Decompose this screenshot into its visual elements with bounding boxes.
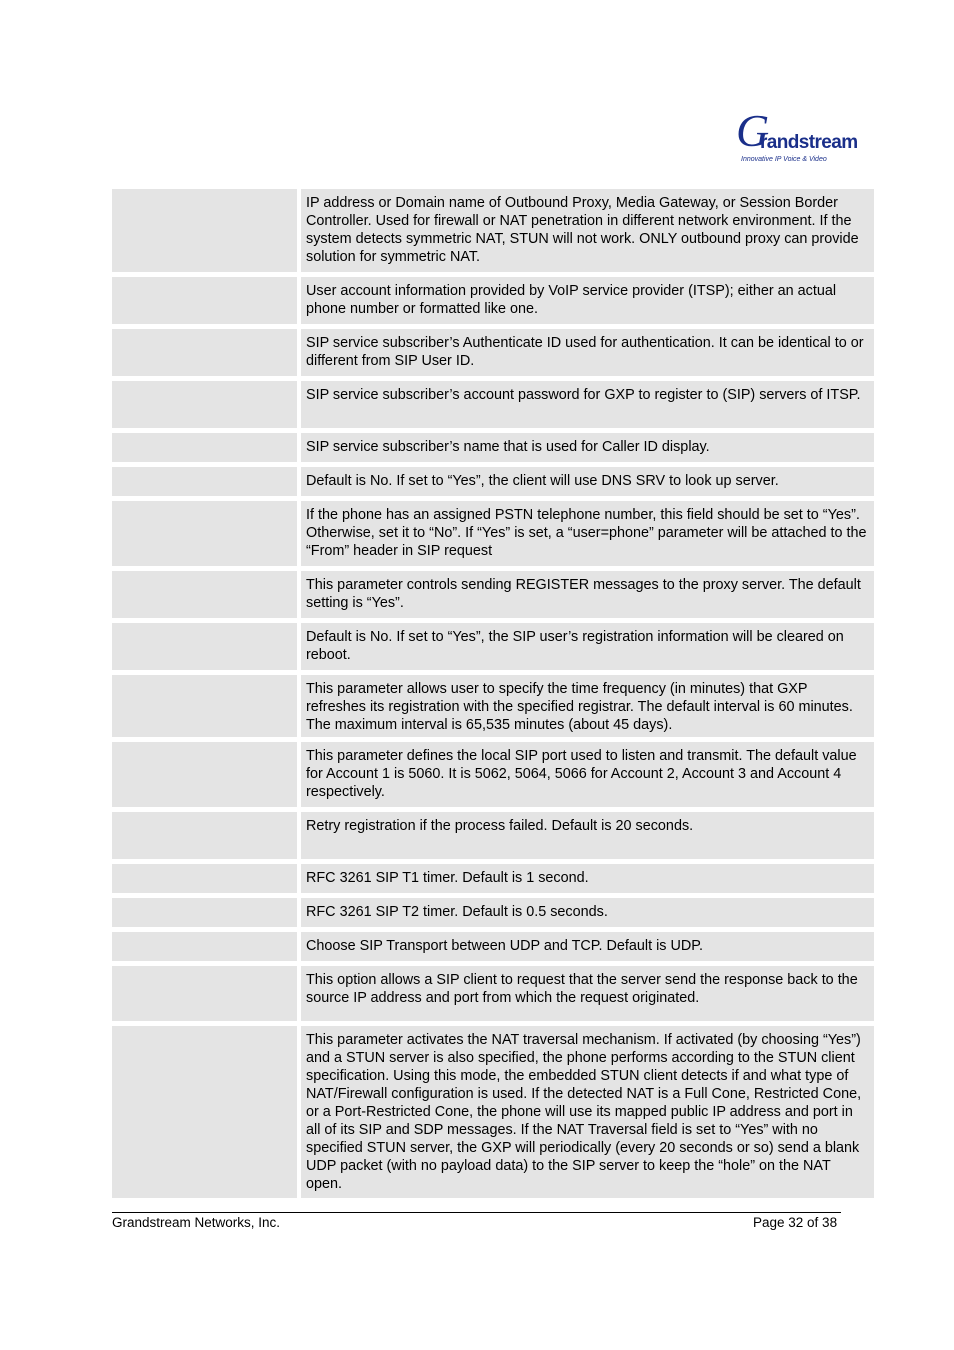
- parameter-name-cell: [112, 898, 297, 927]
- footer-divider: [112, 1212, 841, 1213]
- parameter-description-cell: User account information provided by VoIP service provider (ITSP); either an actual phone number or formatted like one.: [301, 277, 874, 324]
- parameter-description-cell: Default is No. If set to “Yes”, the client will use DNS SRV to look up server.: [301, 467, 874, 496]
- parameter-name-cell: [112, 381, 297, 428]
- parameter-table: [112, 189, 874, 1203]
- parameter-description-cell: This parameter controls sending REGISTER messages to the proxy server. The default setting is “Yes”.: [301, 571, 874, 618]
- parameter-name-cell: [112, 467, 297, 496]
- parameter-description-cell: SIP service subscriber’s name that is used for Caller ID display.: [301, 433, 874, 462]
- parameter-name-cell: [112, 675, 297, 737]
- parameter-name-cell: [112, 1026, 297, 1198]
- parameter-description-cell: RFC 3261 SIP T1 timer. Default is 1 second.: [301, 864, 874, 893]
- parameter-name-cell: [112, 864, 297, 893]
- table-row: [112, 329, 874, 376]
- parameter-name-cell: [112, 433, 297, 462]
- parameter-description-cell: This parameter defines the local SIP port used to listen and transmit. The default value for Account 1 is 5060. It is 5062, 5064, 5066 for Account 2, Account 3 and Account 4 respectively.: [301, 742, 874, 807]
- parameter-description-cell: RFC 3261 SIP T2 timer. Default is 0.5 seconds.: [301, 898, 874, 927]
- parameter-description-cell: This parameter allows user to specify the time frequency (in minutes) that GXP refreshes its registration with the specified registrar. The default interval is 60 minutes. The maximum interval is 65,535 minutes (about 45 days).: [301, 675, 874, 737]
- table-row: [112, 675, 874, 737]
- table-row: [112, 864, 874, 893]
- footer-page-number: Page 32 of 38: [753, 1215, 838, 1230]
- table-row: [112, 381, 874, 428]
- parameter-description-cell: SIP service subscriber’s account password for GXP to register to (SIP) servers of ITSP.: [301, 381, 874, 428]
- table-row: [112, 501, 874, 566]
- table-row: [112, 966, 874, 1021]
- logo-mark: G: [736, 105, 770, 156]
- parameter-name-cell: [112, 501, 297, 566]
- table-row: [112, 623, 874, 670]
- parameter-name-cell: [112, 966, 297, 1021]
- logo-tagline: Innovative IP Voice & Video: [741, 156, 827, 163]
- parameter-name-cell: [112, 189, 297, 272]
- parameter-description-cell: Choose SIP Transport between UDP and TCP. Default is UDP.: [301, 932, 874, 961]
- table-row: [112, 277, 874, 324]
- table-row: [112, 898, 874, 927]
- parameter-description-cell: IP address or Domain name of Outbound Proxy, Media Gateway, or Session Border Controller. Used for firewall or NAT penetration in different network environment. If the system detects symmetric NAT, STUN will not work. ONLY outbound proxy can provide solution for symmetric NAT.: [301, 189, 874, 272]
- table-row: [112, 932, 874, 961]
- grandstream-logo: [736, 105, 858, 166]
- parameter-name-cell: [112, 932, 297, 961]
- parameter-description-cell: If the phone has an assigned PSTN telephone number, this field should be set to “Yes”. Otherwise, set it to “No”. If “Yes” is set, a “user=phone” parameter will be attached to the “From” header in SIP request: [301, 501, 874, 566]
- parameter-description-cell: Retry registration if the process failed. Default is 20 seconds.: [301, 812, 874, 859]
- parameter-description-cell: This parameter activates the NAT traversal mechanism. If activated (by choosing “Yes”) and a STUN server is also specified, the phone performs according to the STUN client specification. Using this mode, the embedded STUN client detects if and what type of NAT/Firewall configuration is used. If the detected NAT is a Full Cone, Restricted Cone, or a Port-Restricted Cone, the phone will use its mapped public IP address and port in all of its SIP and SDP messages. If the NAT Traversal field is set to “Yes” with no specified STUN server, the GXP will periodically (every 20 seconds or so) send a blank UDP packet (with no payload data) to the SIP server to keep the “hole” on the NAT open.: [301, 1026, 874, 1198]
- table-row: [112, 433, 874, 462]
- footer-company: Grandstream Networks, Inc.: [112, 1215, 281, 1230]
- parameter-name-cell: [112, 742, 297, 807]
- parameter-name-cell: [112, 623, 297, 670]
- parameter-name-cell: [112, 812, 297, 859]
- logo-wordmark: randstream: [760, 132, 858, 153]
- table-row: [112, 571, 874, 618]
- table-row: [112, 812, 874, 859]
- parameter-description-cell: This option allows a SIP client to request that the server send the response back to the source IP address and port from which the request originated.: [301, 966, 874, 1021]
- parameter-name-cell: [112, 277, 297, 324]
- parameter-description-cell: SIP service subscriber’s Authenticate ID used for authentication. It can be identical to or different from SIP User ID.: [301, 329, 874, 376]
- table-row: [112, 1026, 874, 1198]
- table-row: [112, 189, 874, 272]
- parameter-name-cell: [112, 329, 297, 376]
- table-row: [112, 467, 874, 496]
- parameter-description-cell: Default is No. If set to “Yes”, the SIP user’s registration information will be cleared on reboot.: [301, 623, 874, 670]
- table-row: [112, 742, 874, 807]
- parameter-name-cell: [112, 571, 297, 618]
